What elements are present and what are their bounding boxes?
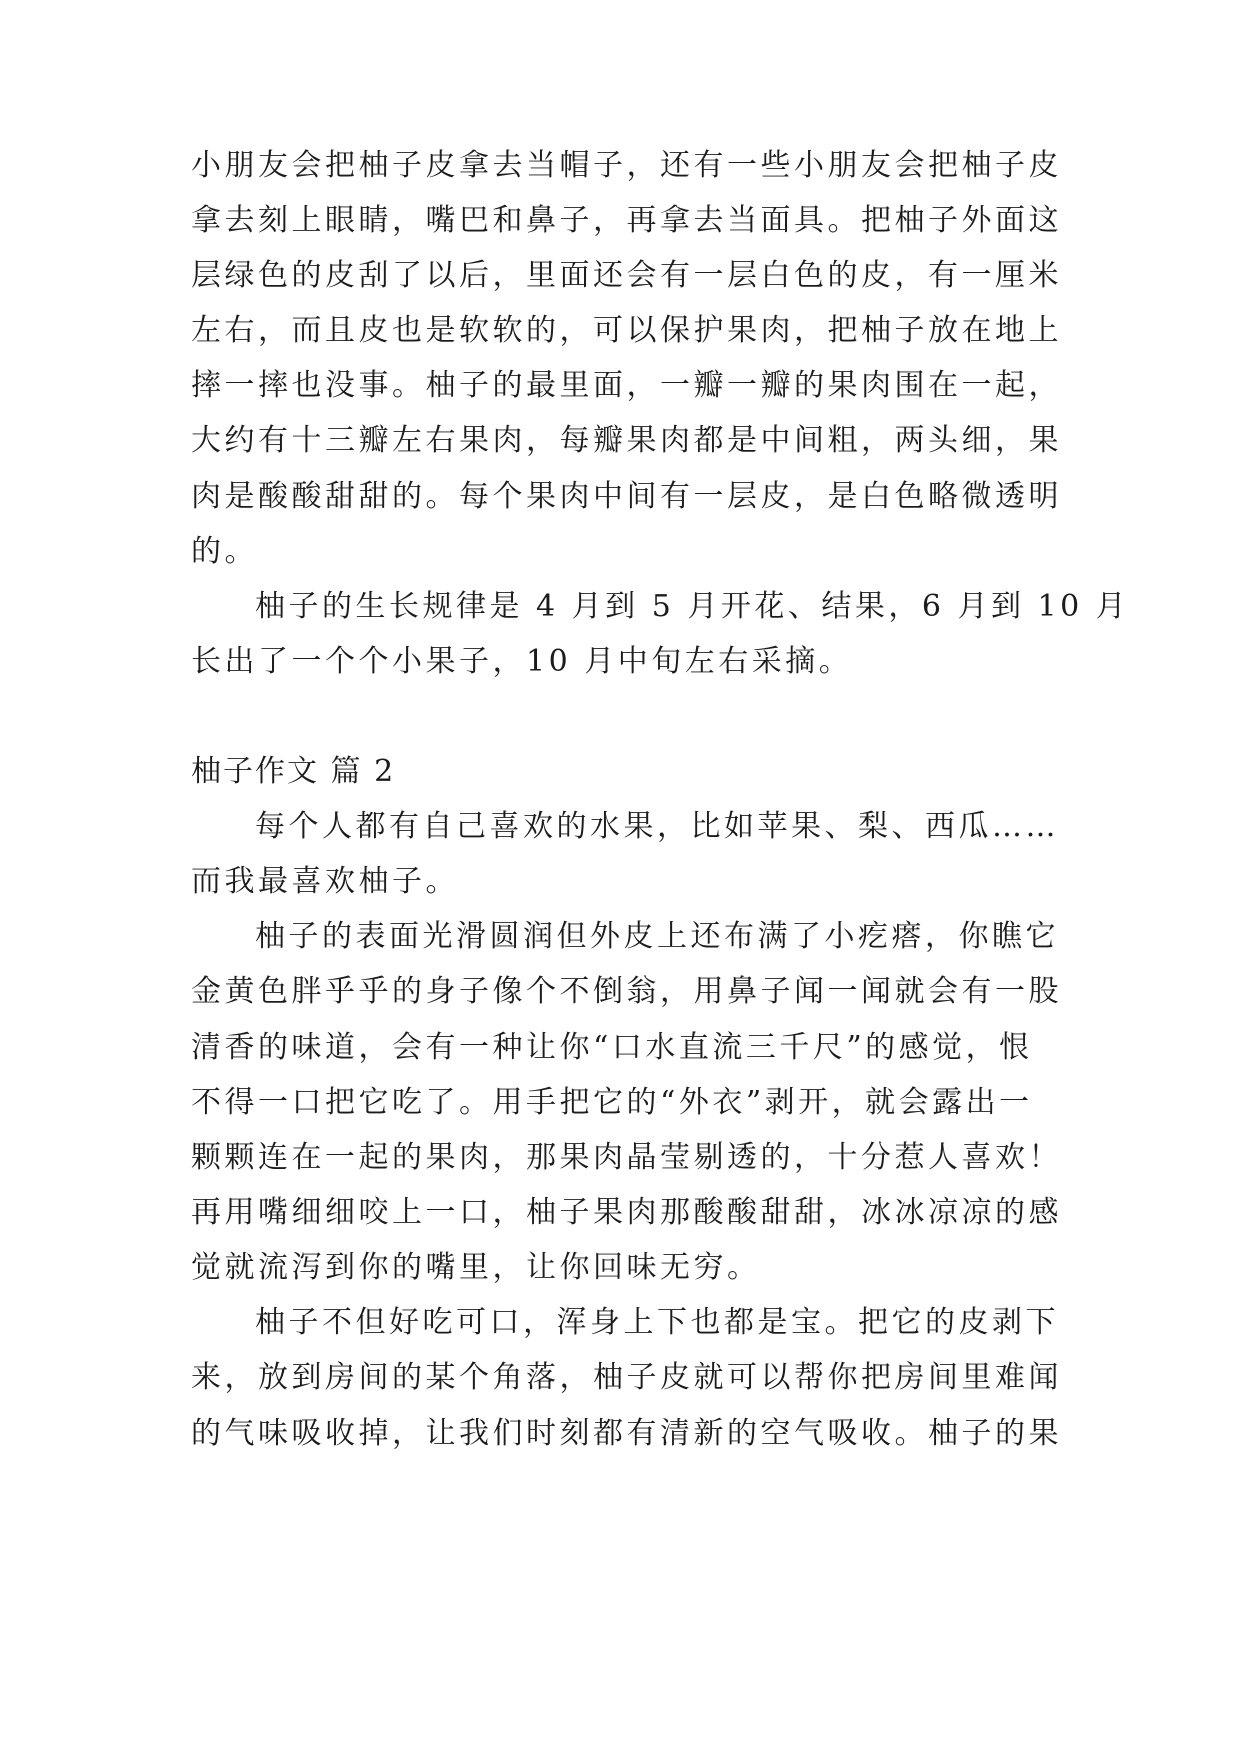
text-line: 左右，而且皮也是软软的，可以保护果肉，把柚子放在地上 bbox=[191, 313, 1062, 348]
section-heading: 柚子作文 篇 2 bbox=[191, 754, 396, 789]
text-line: 柚子不但好吃可口，浑身上下也都是宝。把它的皮剥下 bbox=[255, 1305, 1059, 1340]
text-line: 小朋友会把柚子皮拿去当帽子，还有一些小朋友会把柚子皮 bbox=[191, 148, 1062, 183]
text-line: 肉是酸酸甜甜的。每个果肉中间有一层皮，是白色略微透明 bbox=[191, 479, 1062, 514]
text-line: 清香的味道，会有一种让你“口水直流三千尺”的感觉，恨 bbox=[191, 1030, 1033, 1065]
text-line: 的。 bbox=[191, 534, 258, 569]
text-line: 再用嘴细细咬上一口，柚子果肉那酸酸甜甜，冰冰凉凉的感 bbox=[191, 1195, 1062, 1230]
text-line: 金黄色胖乎乎的身子像个不倒翁，用鼻子闻一闻就会有一股 bbox=[191, 974, 1062, 1009]
text-line: 每个人都有自己喜欢的水果，比如苹果、梨、西瓜…… bbox=[255, 809, 1059, 844]
text-line: 摔一摔也没事。柚子的最里面，一瓣一瓣的果肉围在一起， bbox=[191, 368, 1062, 403]
text-line: 柚子的表面光滑圆润但外皮上还布满了小疙瘩，你瞧它 bbox=[255, 919, 1059, 954]
text-line: 颗颗连在一起的果肉，那果肉晶莹剔透的，十分惹人喜欢！ bbox=[191, 1140, 1062, 1175]
text-line: 柚子的生长规律是 4 月到 5 月开花、结果，6 月到 10 月 bbox=[255, 589, 1130, 624]
text-line: 来，放到房间的某个角落，柚子皮就可以帮你把房间里难闻 bbox=[191, 1360, 1062, 1395]
text-line: 大约有十三瓣左右果肉，每瓣果肉都是中间粗，两头细，果 bbox=[191, 423, 1062, 458]
text-line: 层绿色的皮刮了以后，里面还会有一层白色的皮，有一厘米 bbox=[191, 258, 1062, 293]
text-line: 而我最喜欢柚子。 bbox=[191, 864, 459, 899]
text-line: 的气味吸收掉，让我们时刻都有清新的空气吸收。柚子的果 bbox=[191, 1416, 1062, 1451]
text-line: 长出了一个个小果子，10 月中旬左右采摘。 bbox=[191, 644, 853, 679]
text-line: 觉就流泻到你的嘴里，让你回味无穷。 bbox=[191, 1250, 761, 1285]
text-line: 不得一口把它吃了。用手把它的“外衣”剥开，就会露出一 bbox=[191, 1085, 1033, 1120]
text-line: 拿去刻上眼睛，嘴巴和鼻子，再拿去当面具。把柚子外面这 bbox=[191, 203, 1062, 238]
